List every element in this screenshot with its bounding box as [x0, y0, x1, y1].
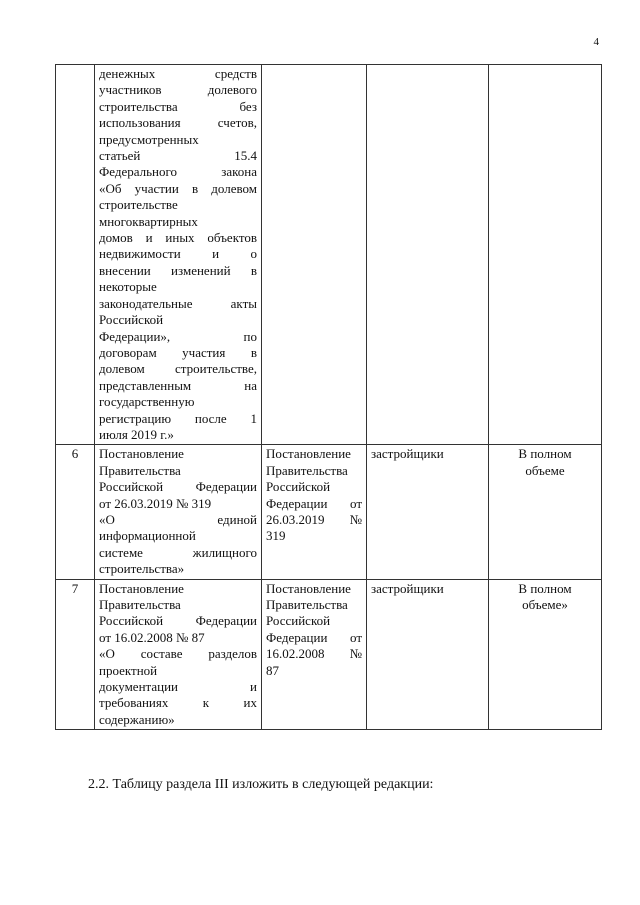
- cell-text-line: Федерального закона: [99, 164, 257, 180]
- cell-text-line: Правительства: [266, 597, 348, 612]
- row-number-cell: 7: [56, 579, 95, 730]
- cell-text-line: содержанию»: [99, 711, 175, 727]
- cell-text-line: «О единой: [99, 511, 257, 527]
- cell-text-line: долевом строительстве,: [99, 361, 257, 377]
- table-body: [56, 65, 602, 730]
- source-cell: [262, 445, 367, 579]
- requirement-cell: [95, 579, 262, 730]
- cell-text-line: строительства»: [99, 561, 185, 577]
- cell-text-line: 26.03.2019 №: [266, 511, 362, 527]
- cell-text-line: Российской: [99, 312, 164, 328]
- cell-text-line: государственную: [99, 394, 195, 410]
- cell-text-line: договорам участия в: [99, 344, 257, 360]
- cell-text-line: законодательные акты: [99, 295, 257, 311]
- cell-text-line: предусмотренных: [99, 131, 199, 147]
- scope-cell: [489, 579, 602, 730]
- source-cell: [262, 579, 367, 730]
- page-number: 4: [593, 36, 599, 48]
- requirement-cell: [95, 65, 262, 445]
- cell-text-line: июля 2019 г.»: [99, 426, 174, 442]
- cell-text-line: регистрацию после 1: [99, 410, 257, 426]
- table-row: [56, 445, 602, 579]
- cell-text-line: 87: [266, 662, 279, 678]
- cell-text-line: В полном: [518, 446, 572, 462]
- cell-text-line: «Об участии в долевом: [99, 180, 257, 196]
- cell-text-line: участников долевого: [99, 82, 257, 98]
- cell-text-line: денежных средств: [99, 66, 257, 81]
- cell-text-line: 16.02.2008 №: [266, 646, 362, 662]
- cell-text-line: Федерации от: [266, 495, 362, 511]
- cell-text-line: информационной: [99, 528, 196, 544]
- cell-text-line: строительстве: [99, 197, 178, 213]
- cell-text-line: Правительства: [99, 462, 181, 478]
- requirements-table: [55, 64, 602, 730]
- cell-text-line: от 26.03.2019 № 319: [99, 495, 212, 511]
- cell-text-line: многоквартирных: [99, 213, 198, 229]
- scope-cell: [489, 445, 602, 579]
- cell-text-line: документации и: [99, 679, 257, 695]
- cell-text-line: Постановление: [266, 580, 351, 596]
- source-cell: [262, 65, 367, 445]
- cell-text-line: Российской Федерации: [99, 479, 257, 495]
- cell-text-line: строительства без: [99, 98, 257, 114]
- row-number-cell: 6: [56, 445, 95, 579]
- cell-text-line: Российской: [266, 613, 331, 629]
- amendment-note: 2.2. Таблицу раздела III изложить в следующей редакции:: [88, 777, 434, 792]
- cell-text-line: Российской: [266, 479, 331, 495]
- cell-text-line: Постановление: [99, 446, 184, 462]
- requirement-cell: [95, 445, 262, 579]
- cell-text-line: некоторые: [99, 279, 157, 295]
- cell-text-line: проектной: [99, 662, 158, 678]
- cell-text-line: В полном: [518, 580, 572, 596]
- row-number-cell: [56, 65, 95, 445]
- cell-text-line: от 16.02.2008 № 87: [99, 629, 205, 645]
- subjects-cell: [367, 65, 489, 445]
- cell-text-line: внесении изменений в: [99, 262, 257, 278]
- cell-text-line: представленным на: [99, 377, 257, 393]
- cell-text-line: требованиях к их: [99, 695, 257, 711]
- cell-text-line: системе жилищного: [99, 544, 257, 560]
- cell-text-line: Федерации», по: [99, 328, 257, 344]
- cell-text-line: Российской Федерации: [99, 613, 257, 629]
- cell-text-line: Федерации от: [266, 629, 362, 645]
- cell-text-line: Постановление: [99, 580, 184, 596]
- cell-text-line: объеме»: [522, 597, 568, 612]
- table-row: [56, 65, 602, 445]
- subjects-cell: застройщики: [367, 445, 489, 579]
- cell-text-line: Постановление: [266, 446, 351, 462]
- cell-text-line: объеме: [525, 462, 565, 478]
- cell-text-line: Правительства: [266, 462, 348, 478]
- table-row: [56, 579, 602, 730]
- cell-text-line: использования счетов,: [99, 115, 257, 131]
- scope-cell: [489, 65, 602, 445]
- cell-text-line: «О составе разделов: [99, 646, 257, 662]
- cell-text-line: Правительства: [99, 597, 181, 612]
- subjects-cell: застройщики: [367, 579, 489, 730]
- cell-text-line: 319: [266, 528, 286, 544]
- cell-text-line: статьей 15.4: [99, 148, 257, 164]
- cell-text-line: домов и иных объектов: [99, 230, 257, 246]
- cell-text-line: недвижимости и о: [99, 246, 257, 262]
